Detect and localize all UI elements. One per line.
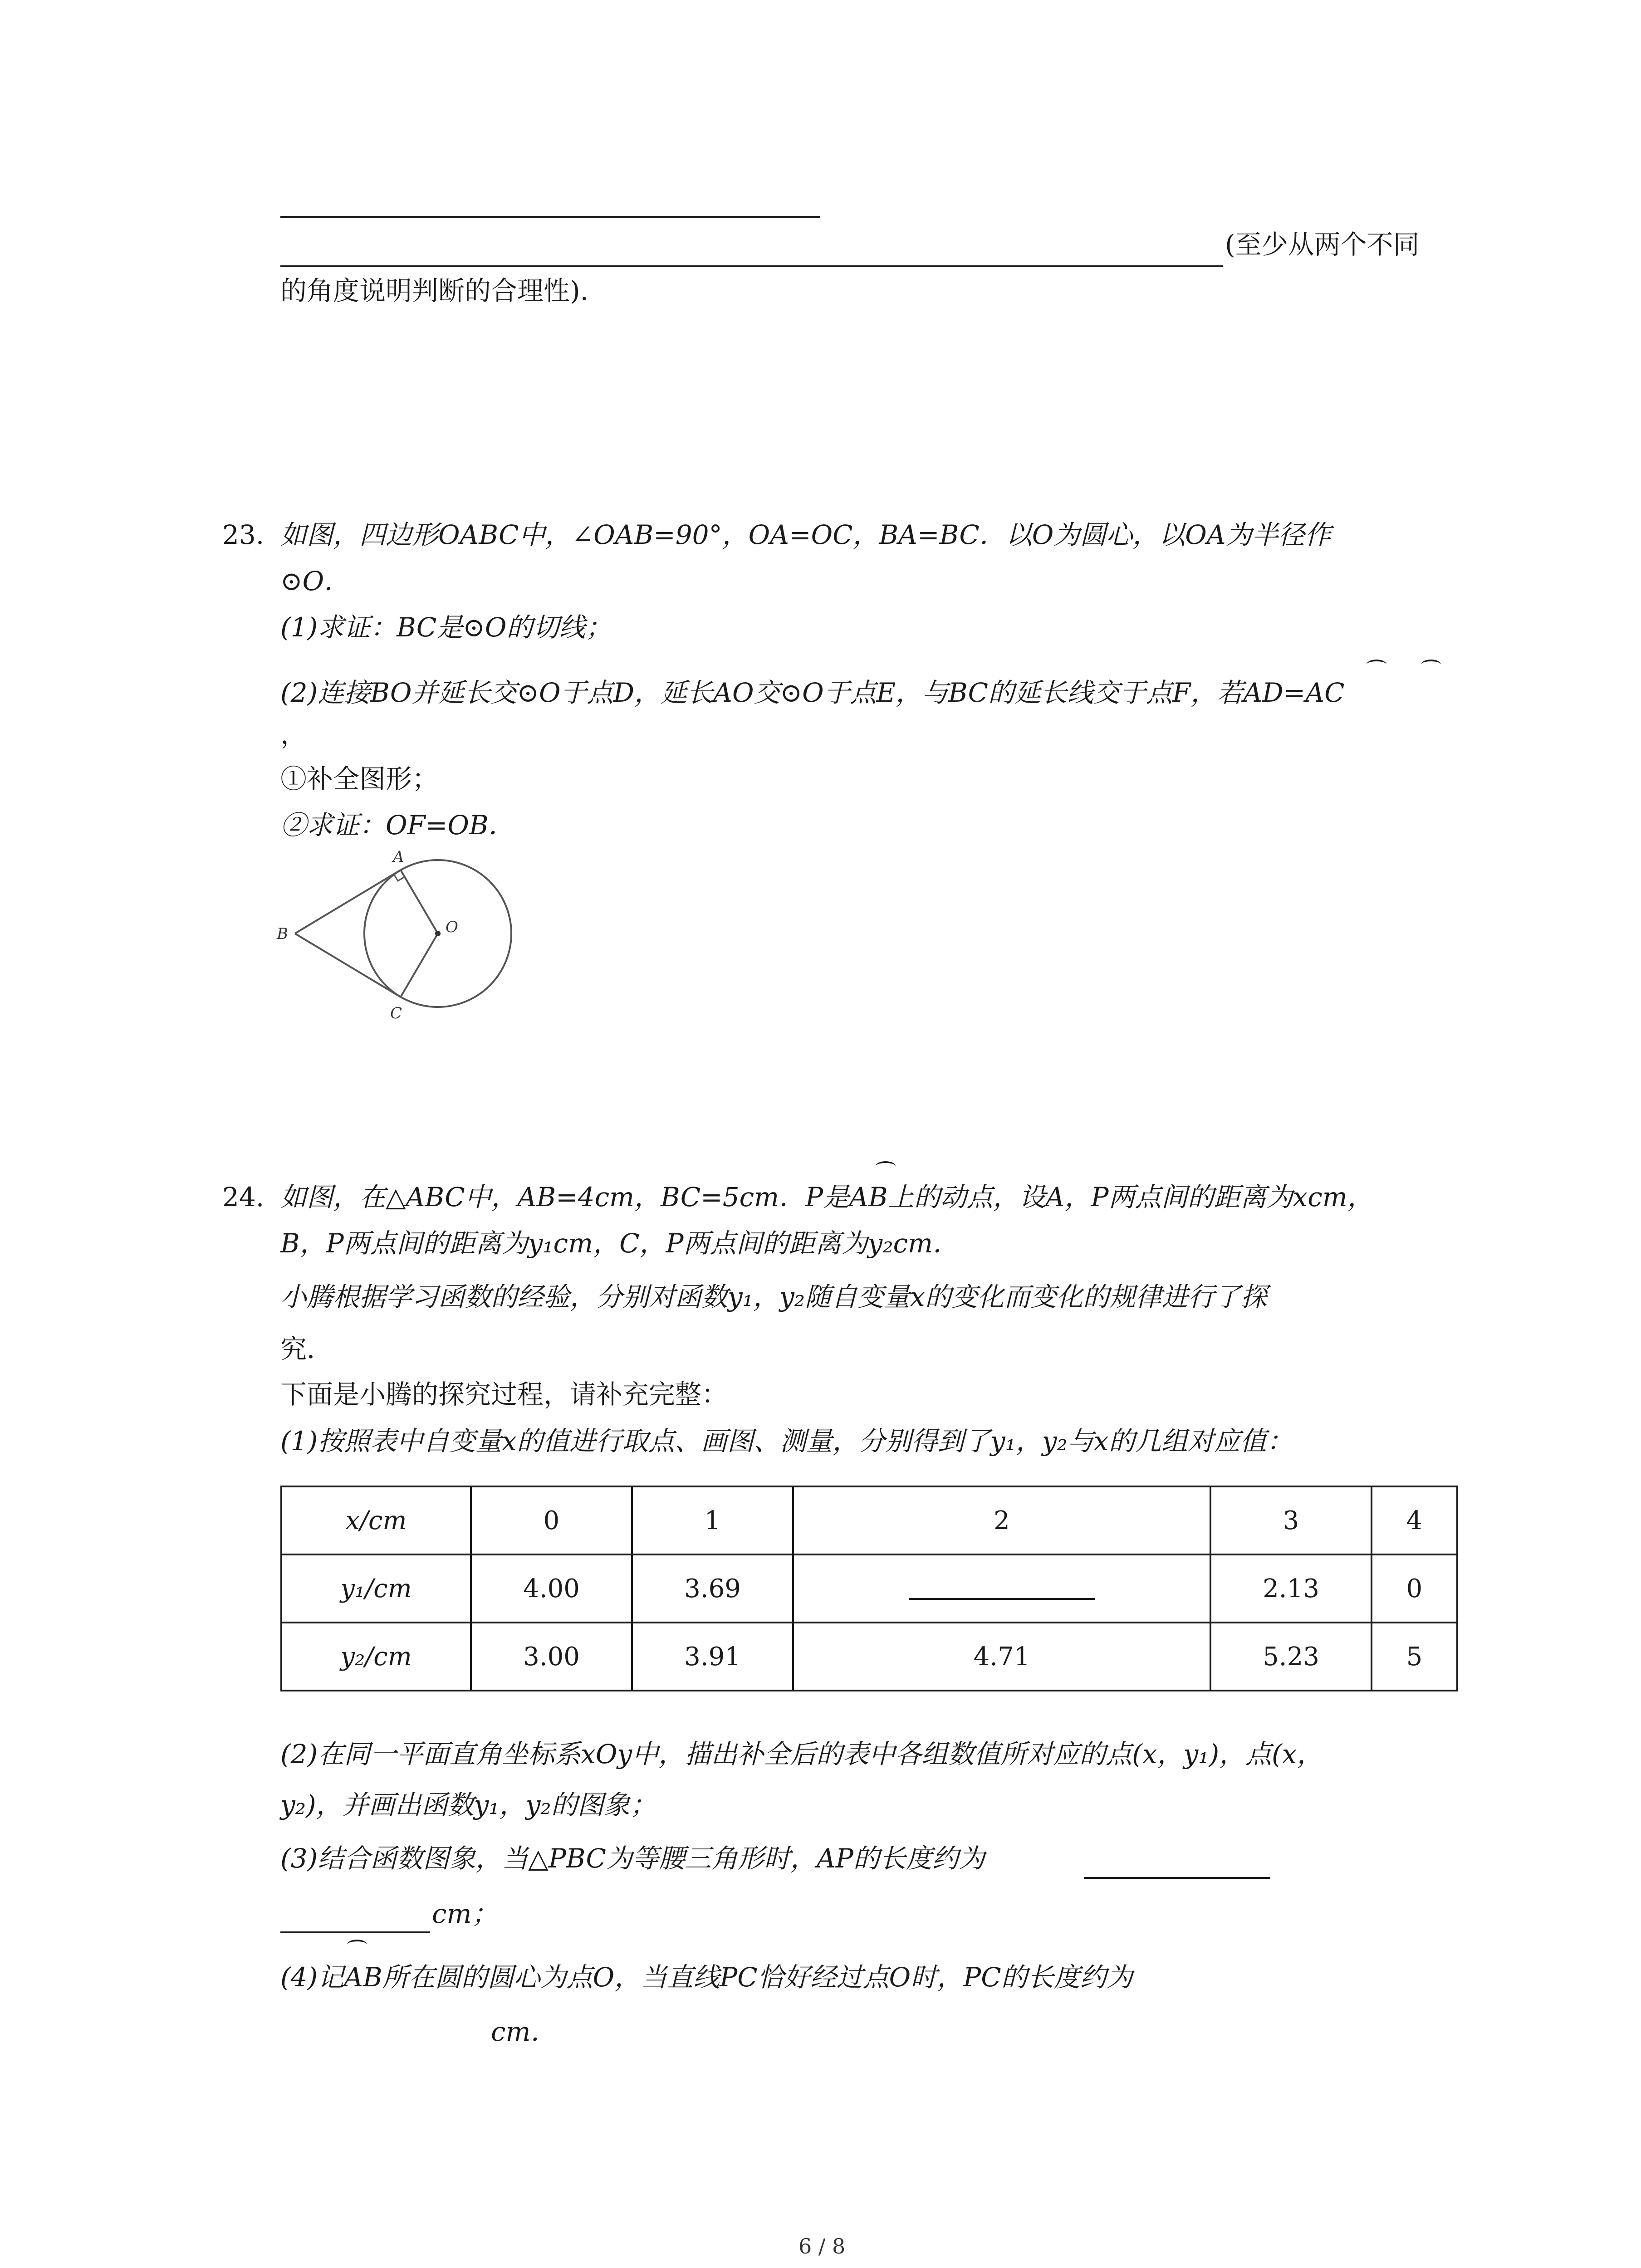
center-point bbox=[435, 931, 441, 936]
table-cell: 2 bbox=[793, 1486, 1210, 1554]
values-table bbox=[280, 1486, 1458, 1691]
q23-figure bbox=[268, 839, 540, 1030]
q22-line1-suffix: (至少从两个不同 bbox=[1225, 229, 1420, 260]
question-number: 23. bbox=[222, 519, 265, 550]
table-row bbox=[281, 1623, 1457, 1691]
table-cell: 3.00 bbox=[471, 1623, 632, 1691]
q24-part3-line2: cm； bbox=[432, 1898, 498, 1929]
table-cell: 3 bbox=[1210, 1486, 1372, 1554]
table-cell: 3.91 bbox=[632, 1623, 793, 1691]
table-cell: 4.71 bbox=[793, 1623, 1210, 1691]
arc-mark bbox=[1367, 660, 1386, 670]
segment-oc bbox=[401, 934, 438, 997]
q24-stem-line2: B，P两点间的距离为y₁cm，C，P两点间的距离为y₂cm． bbox=[280, 1228, 960, 1259]
q24-intro-line2: 究． bbox=[280, 1334, 333, 1364]
q24-part4-line1: (4)记AB所在圆的圆心为点O，当直线PC恰好经过点O时，PC的长度约为 bbox=[280, 1962, 1133, 1993]
table-row bbox=[281, 1486, 1457, 1554]
segment-bc bbox=[295, 934, 401, 997]
q24-intro-line3: 下面是小腾的探究过程，请补充完整： bbox=[280, 1379, 728, 1410]
label-c: C bbox=[390, 1004, 402, 1022]
label-b: B bbox=[277, 925, 288, 943]
answer-blank bbox=[1084, 1877, 1270, 1879]
q23-sub1: ①补全图形； bbox=[280, 763, 439, 794]
arc-mark bbox=[876, 1161, 896, 1171]
q24-intro-line1: 小腾根据学习函数的经验，分别对函数y₁，y₂随自变量x的变化而变化的规律进行了探 bbox=[280, 1281, 1267, 1312]
q24-part4-line2: cm． bbox=[491, 2016, 557, 2047]
q24-stem-line1: 如图，在△ABC中，AB=4cm，BC=5cm．P是AB上的动点，设A，P两点间的距离为xcm， bbox=[280, 1182, 1374, 1212]
table-cell: 3.69 bbox=[632, 1554, 793, 1623]
label-a: A bbox=[393, 848, 404, 866]
answer-blank bbox=[280, 216, 820, 218]
answer-blank bbox=[280, 1931, 430, 1933]
q23-part2: (2)连接BO并延长交⊙O于点D，延长AO交⊙O于点E，与BC的延长线交于点F，若AD=AC bbox=[280, 677, 1345, 708]
answer-blank bbox=[909, 1571, 1095, 1600]
table-cell: 0 bbox=[471, 1486, 632, 1554]
table-cell: y₁/cm bbox=[281, 1554, 471, 1623]
q23-stem-line2: ⊙O． bbox=[280, 566, 351, 596]
q23-stem-line1: 如图，四边形OABC中，∠OAB=90°，OA=OC，BA=BC．以O为圆心，以OA为半径作 bbox=[280, 519, 1331, 550]
table-cell: 1 bbox=[632, 1486, 793, 1554]
q22-line2: 的角度说明判断的合理性). bbox=[280, 275, 589, 306]
q23-part2-cont: ， bbox=[280, 719, 307, 750]
table-cell: 0 bbox=[1372, 1554, 1457, 1623]
q24-part2-line2: y₂)，并画出函数y₁，y₂的图象； bbox=[280, 1789, 656, 1820]
segment-oa bbox=[401, 870, 438, 934]
q24-part3-line1: (3)结合函数图象，当△PBC为等腰三角形时，AP的长度约为 bbox=[280, 1843, 985, 1874]
table-cell: 4 bbox=[1372, 1486, 1457, 1554]
q24-part1: (1)按照表中自变量x的值进行取点、画图、测量，分别得到了y₁，y₂与x的几组对应值： bbox=[280, 1426, 1293, 1457]
question-number: 24. bbox=[222, 1182, 265, 1212]
table-row bbox=[281, 1554, 1457, 1623]
arc-mark bbox=[1421, 660, 1441, 670]
table-cell: 5.23 bbox=[1210, 1623, 1372, 1691]
table-cell: x/cm bbox=[281, 1486, 471, 1554]
arc-mark bbox=[347, 1940, 367, 1950]
segment-ba bbox=[295, 870, 401, 934]
table-cell: 2.13 bbox=[1210, 1554, 1372, 1623]
table-cell: 4.00 bbox=[471, 1554, 632, 1623]
q23-part1: (1)求证：BC是⊙O的切线； bbox=[280, 612, 612, 643]
label-o: O bbox=[446, 918, 458, 936]
answer-blank bbox=[280, 265, 1223, 267]
page-number: 6 / 8 bbox=[798, 2234, 846, 2258]
q24-part2-line1: (2)在同一平面直角坐标系xOy中，描出补全后的表中各组数值所对应的点(x，y₁)，点(x， bbox=[280, 1739, 1323, 1769]
table-cell: 5 bbox=[1372, 1623, 1457, 1691]
q23-sub2: ②求证：OF=OB． bbox=[280, 810, 515, 841]
answer-blank-cell bbox=[793, 1554, 1210, 1623]
table-cell: y₂/cm bbox=[281, 1623, 471, 1691]
